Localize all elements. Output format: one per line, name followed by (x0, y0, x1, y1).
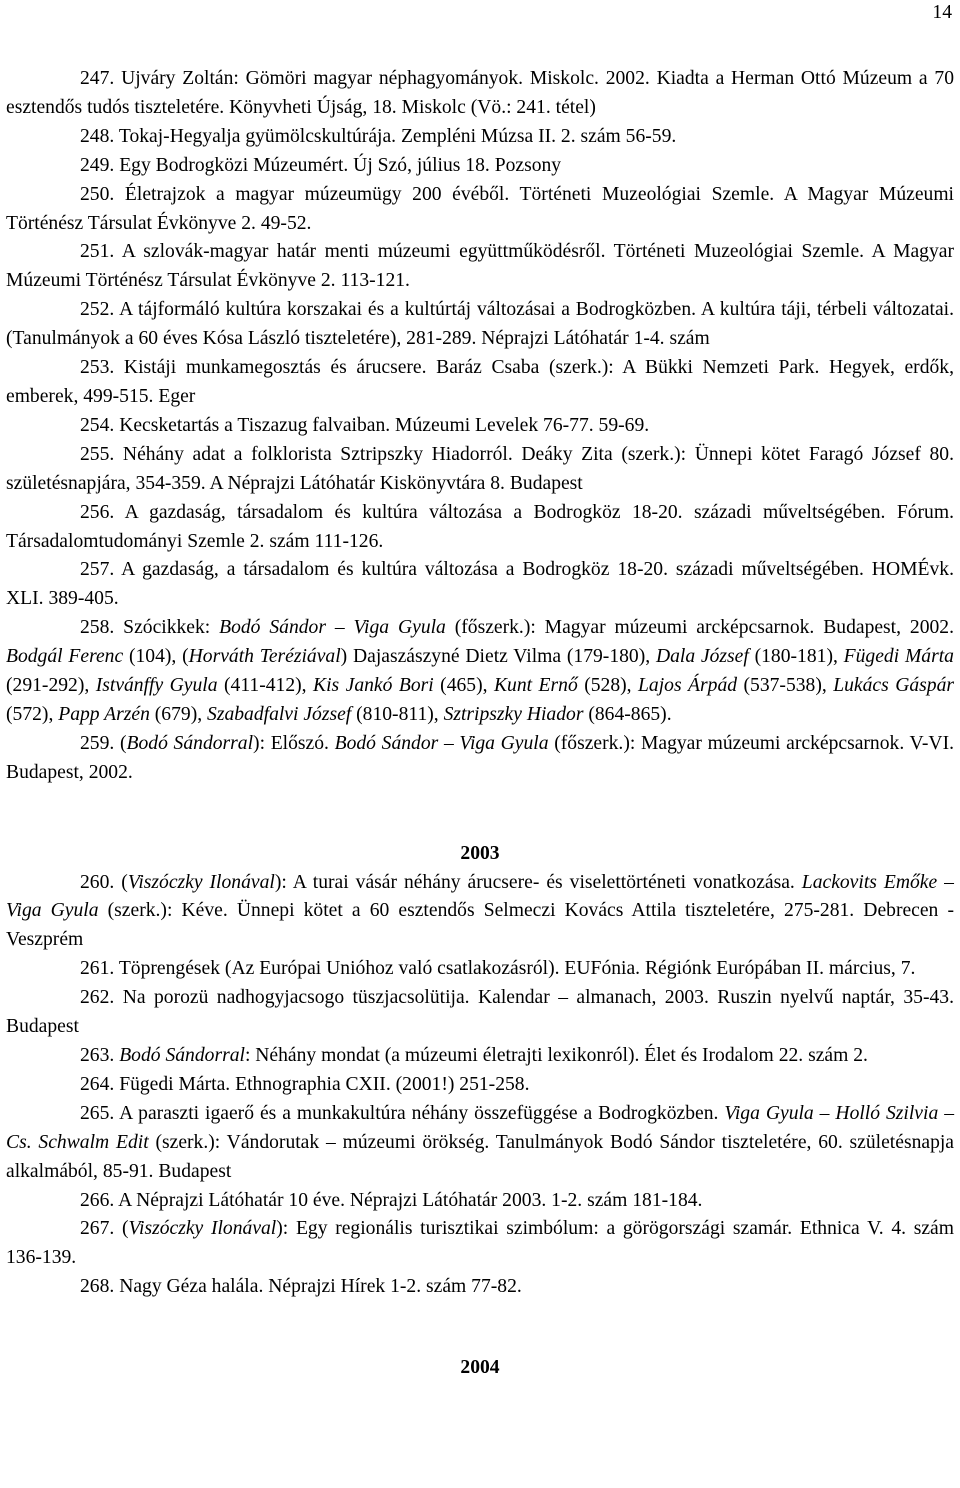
entry-number: 253. (80, 357, 115, 379)
entry-text: Életrajzok a magyar múzeumügy 200 évéből. Történeti Muzeológiai Szemle. A Magyar Múzeumi Történész Társulat Évkönyve 2. 49-52. (6, 183, 954, 234)
bibliography-entry (6, 354, 954, 412)
bibliography-entry (6, 499, 954, 557)
entry-number: 251. (80, 241, 115, 263)
bibliography-entry (6, 1100, 954, 1187)
entry-number: 258. (80, 617, 115, 639)
bibliography-entry (6, 556, 954, 614)
entry-number: 250. (80, 183, 115, 205)
entry-text: Na porozü nadhogyjacsogo tüszjacsolütija. Kalendar – almanach, 2003. Ruszin nyelvű naptár, 35-43. Budapest (6, 987, 954, 1038)
entry-number: 256. (80, 501, 115, 523)
entry-number: 249. (80, 154, 115, 176)
entry-number: 260. (80, 871, 115, 893)
entry-text: Fügedi Márta. Ethnographia CXII. (2001!) 251-258. (114, 1073, 530, 1095)
entry-text: (Viszóczky Ilonával): Egy regionális turisztikai szimbólum: a görögországi szamár. Ethnica V. 4. szám 136-139. (6, 1218, 954, 1269)
entry-number: 248. (80, 125, 115, 147)
entry-number: 247. (80, 68, 115, 89)
entry-text: A gazdaság, társadalom és kultúra változása a Bodrogköz 18-20. századi műveltségében. Fórum. Társadalomtudományi Szemle 2. szám 111-126. (6, 501, 954, 552)
entry-number: 267. (80, 1218, 115, 1240)
bibliography-entry (6, 65, 954, 123)
entry-text: A Néprajzi Látóhatár 10 éve. Néprajzi Látóhatár 2003. 1-2. szám 181-184. (114, 1189, 703, 1211)
entry-number: 266. (80, 1189, 115, 1211)
bibliography-entry (6, 412, 954, 441)
entry-number: 263. (80, 1045, 115, 1066)
entry-text: A gazdaság, a társadalom és kultúra változása a Bodrogköz 18-20. századi műveltségében. HOMÉvk. XLI. 389-405. (6, 559, 954, 610)
entry-number: 257. (80, 559, 115, 581)
entry-text: (Bodó Sándorral): Előszó. Bodó Sándor – Viga Gyula (főszerk.): Magyar múzeumi arcképcsarnok. V-VI. Budapest, 2002. (6, 732, 954, 783)
entry-text: Szócikkek: Bodó Sándor – Viga Gyula (főszerk.): Magyar múzeumi arcképcsarnok. Budapest, 2002. Bodgál Ferenc (104), (Horváth Teréziával) Dajaszászyné Dietz Vilma (179-180), Dala József (180-181), Fügedi Márta (291-292), Istvánffy Gyula (411-412), Kis Jankó Bori (465), Kunt Ernő (528), Lajos Árpád (537-538), Lukács Gáspár (572), Papp Arzén (679), Szabadfalvi József (810-811), Sztripszky Hiador (864-865). (6, 617, 954, 725)
entry-number: 252. (80, 299, 115, 321)
entry-number: 265. (80, 1102, 115, 1124)
bibliography-entry (6, 1042, 954, 1071)
bibliography-entry (6, 238, 954, 296)
bibliography-entry (6, 984, 954, 1042)
entries-2002 (6, 65, 954, 788)
bibliography-entry (6, 730, 954, 788)
entry-number: 255. (80, 443, 115, 465)
bibliography-entry (6, 1273, 954, 1302)
entry-number: 261. (80, 958, 115, 980)
bibliography-entry (6, 296, 954, 354)
entry-text: Bodó Sándorral: Néhány mondat (a múzeumi életrajti lexikonról). Élet és Irodalom 22. szám 2. (119, 1045, 868, 1066)
bibliography-entry (6, 1187, 954, 1216)
entry-text: A paraszti igaerő és a munkakultúra néhány összefüggése a Bodrogközben. Viga Gyula – Holló Szilvia – Cs. Schwalm Edit (szerk.): Vándorutak – múzeumi örökség. Tanulmányok Bodó Sándor tiszteletére, 60. születésnapja alkalmából, 85-91. Budapest (6, 1102, 955, 1182)
entry-text: A szlovák-magyar határ menti múzeumi együttműködésről. Történeti Muzeológiai Szemle. A Magyar Múzeumi Történész Társulat Évkönyve 2. 113-121. (6, 241, 954, 292)
year-heading-2004: 2004 (460, 1357, 500, 1379)
entry-number: 254. (80, 414, 115, 436)
bibliography-entry (6, 614, 954, 730)
bibliography-entry (6, 1215, 954, 1273)
bibliography-entry (6, 1071, 954, 1100)
entry-text: Kecsketartás a Tiszazug falvaiban. Múzeumi Levelek 76-77. 59-69. (114, 414, 650, 436)
bibliography-entry (6, 955, 954, 984)
bibliography-entry (6, 181, 954, 239)
entry-text: Néhány adat a folklorista Sztripszky Hiadorról. Deáky Zita (szerk.): Ünnepi kötet Faragó József 80. születésnapjára, 354-359. A Néprajzi Látóhatár Kiskönyvtára 8. Budapest (6, 443, 954, 494)
entry-text: Nagy Géza halála. Néprajzi Hírek 1-2. szám 77-82. (114, 1276, 522, 1298)
bibliography-entry (6, 869, 954, 956)
entry-number: 262. (80, 987, 115, 1009)
bibliography-entry (6, 152, 954, 181)
entries-2003 (6, 869, 954, 1303)
entry-text: Kistáji munkamegosztás és árucsere. Baráz Csaba (szerk.): A Bükki Nemzeti Park. Hegyek, erdők, emberek, 499-515. Eger (6, 357, 954, 407)
entry-number: 264. (80, 1073, 115, 1095)
year-heading-2003: 2003 (460, 842, 500, 864)
entry-text: Töprengések (Az Európai Unióhoz való csatlakozásról). EUFónia. Régiónk Európában II. március, 7. (114, 958, 916, 980)
entry-text: (Viszóczky Ilonával): A turai vásár néhány árucsere- és viselettörténeti vonatkozása. Lackovits Emőke – Viga Gyula (szerk.): Kéve. Ünnepi kötet a 60 esztendős Selmeczi Kovács Attila tiszteletére, 275-281. Debrecen - Veszprém (6, 871, 954, 951)
entry-text: A tájformáló kultúra korszakai és a kultúrtáj változásai a Bodrogközben. A kultúra táji, térbeli változatai. (Tanulmányok a 60 éves Kósa László tiszteletére), 281-289. Néprajzi Látóhatár 1-4. szám (6, 299, 954, 350)
bibliography-entry (6, 441, 954, 499)
bibliography-entry (6, 123, 954, 152)
entry-text: Egy Bodrogközi Múzeumért. Új Szó, július 18. Pozsony (114, 154, 562, 176)
entry-number: 268. (80, 1276, 115, 1298)
entry-number: 259. (80, 732, 115, 754)
bibliography-content (6, 65, 954, 1383)
entry-text: Ujváry Zoltán: Gömöri magyar néphagyományok. Miskolc. 2002. Kiadta a Herman Ottó Múzeum a 70 esztendős tudós tiszteletére. Könyvheti Újság, 18. Miskolc (Vö.: 241. tétel) (6, 68, 954, 118)
page-number: 14 (932, 2, 952, 23)
entry-text: Tokaj-Hegyalja gyümölcskultúrája. Zempléni Múzsa II. 2. szám 56-59. (114, 125, 677, 147)
